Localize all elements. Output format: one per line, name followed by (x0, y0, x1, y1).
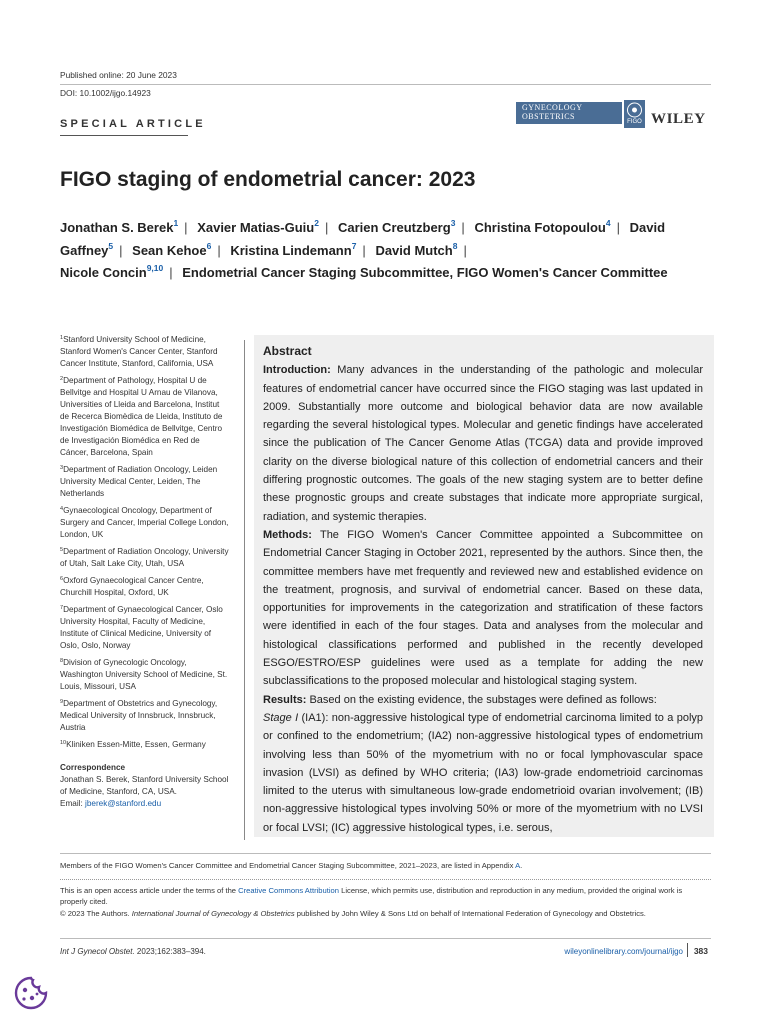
affiliation: $^8$Division of Gynecologic Oncology, Washington University School of Medicine, St. Louis, Missouri, USA (60, 658, 228, 691)
journal-logo-text-1: GYNECOLOGY (522, 103, 583, 112)
published-date: Published online: 20 June 2023 (60, 70, 177, 80)
affiliation: $^7$Department of Gynaecological Cancer, Oslo University Hospital, Faculty of Medicine, Institute of Clinical Medicine, University of Oslo, Oslo, Norway (60, 605, 223, 650)
author[interactable]: David Mutch$^8$ (375, 240, 458, 258)
affiliation: $^4$Gynaecological Oncology, Department of Surgery and Cancer, Imperial College London, London, UK (60, 506, 229, 539)
author[interactable]: Nicole Concin$^{9,10}$ (60, 263, 164, 280)
author[interactable]: Jonathan S. Berek$^1$ (60, 218, 179, 235)
author-group: Endometrial Cancer Staging Subcommittee, FIGO Women's Cancer Committee (182, 265, 668, 280)
abstract-introduction: Introduction: Many advances in the understanding of the pathologic and molecular features of endometrial cancer have occurred since the FIGO staging was last updated in 2009. Substantially more outcome and biological behavior data are now available regarding the several histological types. Molecular and genetic findings have accelerated since the publication of The Cancer Genome Atlas (TCGA) data and provide improved clarity on the diverse biological nature of this collection of endometrial cancers and their differing prognostic outcomes. The goals of the new staging system are to better define these prognostic groups and create substages that indicate more appropriate surgical, radiation, and systemic therapies. (263, 364, 703, 523)
author[interactable]: David Gaffney$^5$ (60, 220, 666, 258)
header-rule (60, 84, 711, 85)
figo-emblem-icon (624, 100, 645, 120)
notes-rule (60, 853, 711, 854)
author[interactable]: Xavier Matias-Guiu$^2$ (197, 218, 319, 235)
journal-logo (516, 102, 622, 124)
article-title: FIGO staging of endometrial cancer: 2023 (60, 168, 476, 191)
license-rule (60, 879, 711, 880)
author[interactable]: Carien Creutzberg$^3$ (337, 218, 456, 235)
members-note: Members of the FIGO Women's Cancer Committee and Endometrial Cancer Staging Subcommittee, 2021–2023, are listed in Appendix A. (60, 861, 523, 870)
doi[interactable]: DOI: 10.1002/ijgo.14923 (60, 88, 151, 98)
author[interactable]: Sean Kehoe$^6$ (132, 240, 212, 258)
wiley-logo: WILEY (651, 111, 706, 127)
affiliation: $^{10}$Kliniken Essen-Mitte, Essen, Germany (60, 740, 206, 749)
appendix-link[interactable]: A (515, 861, 521, 870)
correspondence-text: Jonathan S. Berek, Stanford University School of Medicine, Stanford, CA, USA. (60, 775, 229, 796)
abstract-methods: Methods: The FIGO Women's Cancer Committee appointed a Subcommittee on Endometrial Cancer Staging in October 2021, represented by the authors. Since then, the committee members have met frequently and reviewed new and established evidence on the treatment, prognosis, and survival of endometrial cancer. Based on these data, opportunities for improvements in the categorization and stratification of these factors were identified in each of the four stages. Data and analyses from the molecular and histological classifications performed and published in the recently developed ESGO/ESTRO/ESP guidelines were used as a template for adding the new subclassifications to the proposed molecular and histological staging system. (263, 528, 703, 688)
abstract-divider (244, 340, 245, 840)
affiliation: $^6$Oxford Gynaecological Cancer Centre, Churchill Hospital, Oxford, UK (60, 576, 204, 597)
abstract-heading: Abstract (263, 344, 312, 358)
correspondence (60, 762, 230, 810)
author-list: Jonathan S. Berek$^1$ | Xavier Matias-Guiu$^2$ | Carien Creutzberg$^3$ | Christina Fotopoulou$^4$ | David Gaffney$^5$ | Sean Kehoe$^6$ | Kristina Lindemann$^7$ | David Mutch$^8$ | Nicole Concin$^{9,10}$ | Endometrial Cancer Staging Subcommittee, FIGO Women's Cancer Committee (60, 218, 668, 280)
email-label: Email: (60, 799, 86, 808)
journal-logo-text-2: OBSTETRICS (522, 112, 576, 121)
license-notice: This is an open access article under the terms of the Creative Commons Attribution License, which permits use, distribution and reproduction in any medium, provided the original work is properly cited. © 2023 The Authors. International Journal of Gynecology & Obstetrics published by John Wiley & Sons Ltd on behalf of International Federation of Gynecology and Obstetrics. (60, 886, 683, 918)
cc-license-link[interactable]: Creative Commons Attribution (238, 886, 339, 895)
cookie-settings-button[interactable] (12, 974, 50, 1012)
affiliation: $^9$Department of Obstetrics and Gynecology, Medical University of Innsbruck, Innsbruck, Austria (60, 699, 218, 732)
abstract-results: Results: Based on the existing evidence, the substages were defined as follows: (263, 693, 657, 706)
author[interactable]: Kristina Lindemann$^7$ (230, 240, 357, 258)
abstract-stage: Stage I (IA1): non-aggressive histological type of endometrial carcinoma limited to a polyp or confined to the endometrium; (IA2) non-aggressive histological types of endometrium involving less than 50% of the myometrium with no or focal lymphovascular space invasion (LVSI) as defined by WHO criteria; (IA3) low-grade endometrioid carcinomas limited to the uterus with simultaneous low-grade endometrioid ovarian involvement; (IB) non-aggressive histological types involving 50% or more of the myometrium with no LVSI or focal LVSI; (IC) aggressive histological types, i.e. serous, (263, 711, 704, 834)
cookie-icon (12, 974, 50, 1012)
figo-logo (624, 100, 645, 128)
page-number: 383 (693, 946, 708, 956)
affiliation: $^2$Department of Pathology, Hospital U de Bellvitge and Hospital U Arnau de Vilanova, Universities of Lleida and Barcelona, Institut de Recerca Biomèdica de Lleida, Instituto de Investigación Biomédica de Bellvitge, Centro de Investigación Biomédica en Red de Cáncer, Barcelona, Spain (60, 376, 223, 457)
affiliation: $^5$Department of Radiation Oncology, University of Utah, Salt Lake City, Utah, USA (60, 547, 229, 568)
section-rule (60, 135, 188, 136)
footer-rule (60, 938, 711, 939)
abstract-box (254, 335, 714, 837)
email-link[interactable]: jberek@stanford.edu (85, 799, 162, 808)
section-label: SPECIAL ARTICLE (60, 118, 206, 130)
figo-logo-label: FIGO (627, 119, 642, 125)
journal-url[interactable]: wileyonlinelibrary.com/journal/ijgo (564, 947, 683, 956)
correspondence-heading: Correspondence (60, 763, 126, 772)
affiliations (60, 334, 230, 810)
author[interactable]: Christina Fotopoulou$^4$ (474, 218, 611, 235)
footer-divider (687, 943, 688, 957)
affiliation: $^1$Stanford University School of Medicine, Stanford Women's Cancer Center, Stanford Cancer Institute, Stanford, California, USA (60, 335, 218, 368)
affiliation: $^3$Department of Radiation Oncology, Leiden University Medical Center, Leiden, The Netherlands (60, 465, 218, 498)
journal-citation: Int J Gynecol Obstet. 2023;162:383–394. (60, 947, 206, 956)
